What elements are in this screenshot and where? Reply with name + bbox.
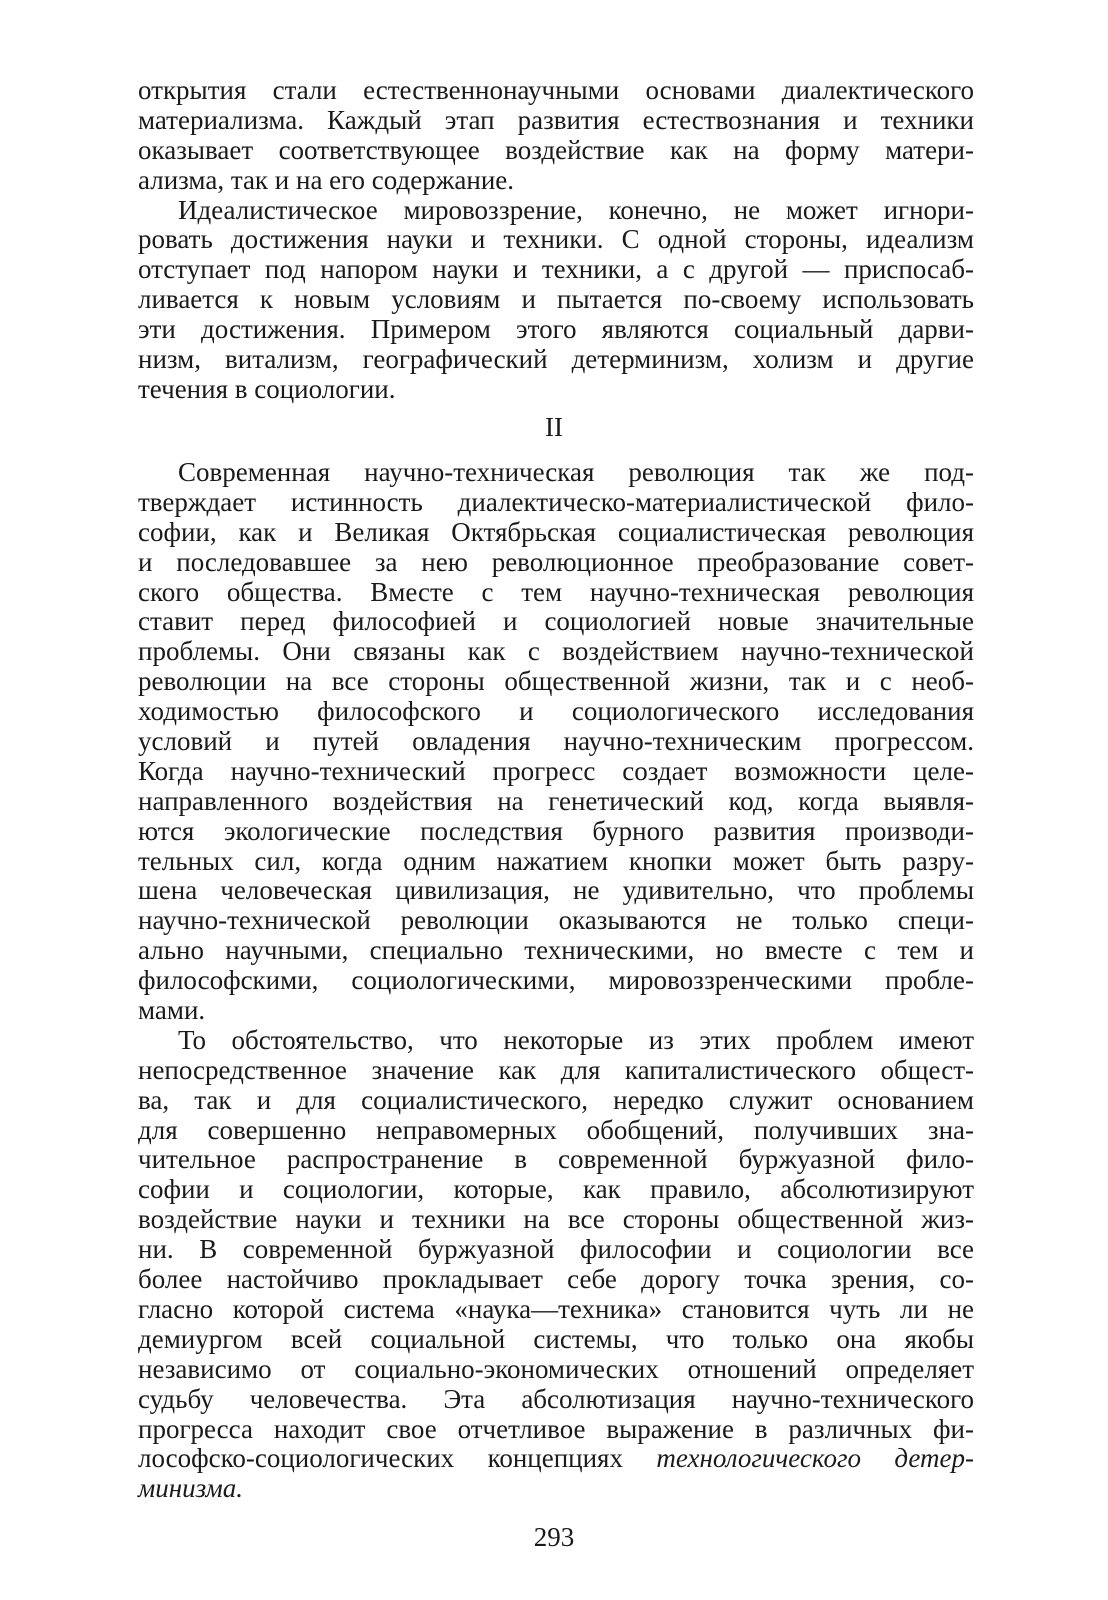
text-line: ются экологические последствия бурного развития производи-	[138, 815, 974, 846]
text-line: Современная научно-техническая революция так же под-	[178, 457, 974, 487]
text-line: ходимостью философского и социологического исследования	[138, 696, 974, 727]
text-line: софии, как и Великая Октябрьская социалистическая революция	[138, 516, 974, 547]
section-number: II	[545, 412, 563, 442]
text-line: независимо от социально-экономических отношений определяет	[138, 1353, 974, 1384]
text-line: мами.	[138, 995, 206, 1026]
text-line: прогресса находит свое отчетливое выражение в различных фи-	[138, 1413, 974, 1444]
text-line: низм, витализм, географический детерминизм, холизм и другие	[138, 344, 974, 375]
text-line: демиургом всей социальной системы, что только она якобы	[138, 1323, 974, 1354]
text-line: Когда научно-технический прогресс создает возможности целе-	[138, 755, 974, 786]
text-line: чительное распространение в современной буржуазной фило-	[138, 1144, 974, 1175]
text-line: воздействие науки и техники на все стороны общественной жиз-	[138, 1204, 974, 1235]
page-number: 293	[533, 1522, 575, 1552]
text-line: материализма. Каждый этап развития естествознания и техники	[138, 104, 974, 135]
text-line: революции на все стороны общественной жизни, так и с необ-	[138, 666, 974, 697]
text-line: непосредственное значение как для капиталистического общест-	[138, 1054, 974, 1085]
text-line: отступает под напором науки и техники, а с другой — приспосаб-	[138, 254, 974, 285]
text-line: эти достижения. Примером этого являются социальный дарви-	[138, 314, 974, 345]
text-line: течения в социологии.	[138, 373, 396, 404]
text-block-bottom	[138, 458, 974, 1504]
text-line: Идеалистическое мировоззрение, конечно, не может игнори-	[178, 194, 974, 225]
text-line: тверждает истинность диалектическо-материалистической фило-	[138, 486, 974, 517]
text-line: тельных сил, когда одним нажатием кнопки может быть разру-	[138, 845, 974, 876]
text-line: открытия стали естественнонаучными основами диалектического	[138, 75, 974, 105]
italic-term: технологического детер-	[656, 1443, 974, 1474]
final-line-prefix: лософско-социологических концепциях	[138, 1443, 657, 1474]
text-line: философскими, социологическими, мировоззренческими пробле-	[138, 965, 974, 996]
text-line: То обстоятельство, что некоторые из этих проблем имеют	[178, 1024, 974, 1055]
text-line: ально научными, специально техническими, но вместе с тем и	[138, 935, 974, 966]
text-line: направленного воздействия на генетический код, когда выявля-	[138, 785, 974, 816]
text-line: проблемы. Они связаны как с воздействием научно-технической	[138, 636, 974, 667]
text-line: оказывает соответствующее воздействие как на форму матери-	[138, 134, 974, 165]
text-line-with-italic	[138, 1444, 974, 1474]
text-line: ва, так и для социалистического, нередко служит основанием	[138, 1084, 974, 1115]
text-line: ровать достижения науки и техники. С одной стороны, идеализм	[138, 224, 974, 255]
text-line: ливается к новым условиям и пытается по-своему использовать	[138, 284, 974, 315]
text-line: гласно которой система «наука—техника» становится чуть ли не	[138, 1293, 974, 1324]
text-line: научно-технической революции оказываются не только специ-	[138, 905, 974, 936]
text-line: ставит перед философией и социологией новые значительные	[138, 606, 974, 637]
text-line: ализма, так и на его содержание.	[138, 164, 515, 195]
text-line: условий и путей овладения научно-техническим прогрессом.	[138, 726, 974, 757]
text-block-top	[138, 76, 974, 405]
text-line: судьбу человечества. Эта абсолютизация научно-технического	[138, 1383, 974, 1414]
text-line-italic: минизма.	[138, 1473, 243, 1504]
text-line: для совершенно неправомерных обобщений, получивших зна-	[138, 1114, 974, 1145]
text-line: софии и социологии, которые, как правило, абсолютизируют	[138, 1174, 974, 1205]
text-line: ского общества. Вместе с тем научно-техническая революция	[138, 576, 974, 607]
text-line: шена человеческая цивилизация, не удивительно, что проблемы	[138, 875, 974, 906]
text-line: более настойчиво прокладывает себе дорогу точка зрения, со-	[138, 1264, 974, 1295]
text-line: и последовавшее за нею революционное преобразование совет-	[138, 546, 974, 577]
text-line: ни. В современной буржуазной философии и социологии все	[138, 1234, 974, 1265]
